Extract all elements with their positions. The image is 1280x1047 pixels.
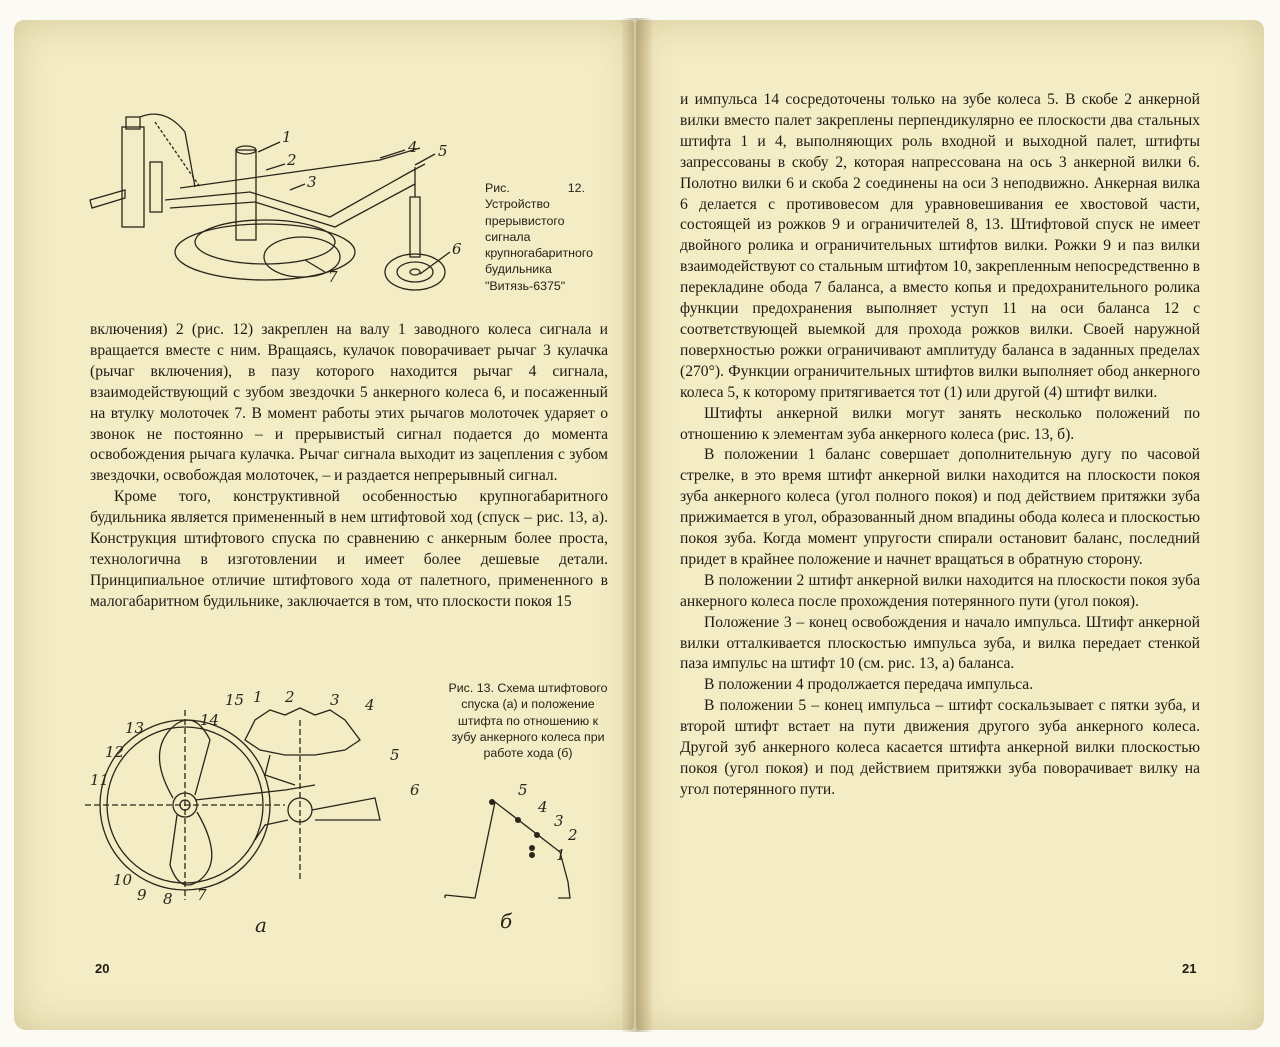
fig13a-callout-15: 15 (225, 691, 245, 709)
fig12-callout-4: 4 (408, 138, 418, 156)
fig13a-callout-12: 12 (105, 743, 125, 761)
fig12-callout-5: 5 (438, 142, 448, 160)
fig12-callout-6: 6 (452, 240, 462, 258)
fig13b-callout-2: 2 (568, 826, 578, 844)
figure-12-caption: Рис. 12. Устройство прерывистого сигнала крупногабаритного будильника "Витязь-6375" (485, 181, 594, 293)
fig13a-callout-3: 3 (330, 691, 340, 709)
fig12-callout-1: 1 (282, 128, 292, 146)
book-gutter (622, 18, 652, 1032)
figure-13-drawing (85, 680, 435, 940)
page-number-right: 21 (1182, 961, 1197, 976)
fig13a-callout-11: 11 (90, 771, 110, 789)
paragraph: В положении 2 штифт анкерной вилки находится на плоскости покоя зуба анкерного колеса после прохождения потерянного пути (угол покоя). (680, 571, 1200, 610)
figure-13-caption: Рис. 13. Схема штифтового спуска (а) и положение штифта по отношению к зубу анкерного колеса при работе хода (б) (448, 681, 608, 761)
fig13-label-a: а (255, 913, 267, 937)
fig12-callout-3: 3 (307, 173, 317, 191)
figure-13b-drawing (440, 780, 615, 950)
fig13a-callout-6: 6 (410, 781, 420, 799)
fig13b-callout-5: 5 (518, 781, 528, 799)
paragraph: Положение 3 – конец освобождения и начало импульса. Штифт анкерной вилки отталкивается плоскостью импульса зуба, и вилка передает стенкой паза импульс на штифт 10 (см. рис. 13, а) баланса. (680, 613, 1200, 673)
fig13a-callout-8: 8 (163, 890, 173, 908)
fig13a-callout-5: 5 (390, 746, 400, 764)
fig12-callout-7: 7 (328, 268, 338, 286)
paragraph: Кроме того, конструктивной особенностью крупногабаритного будильника является примененный в нем штифтовой ход (спуск – рис. 13, а). Конструкция штифтового спуска по сравнению с анкерным более проста, технологична в изготовлении и имеет более дешевые детали. Принципиальное отличие штифтового хода от палетного, примененного в малогабаритном будильнике, заключается в том, что плоскости покоя 15 (90, 488, 608, 610)
fig13b-callout-1: 1 (556, 846, 566, 864)
right-page-text (680, 90, 1200, 801)
fig13-label-b: б (500, 909, 513, 933)
fig13b-callout-4: 4 (538, 798, 548, 816)
paragraph: Штифты анкерной вилки могут занять несколько положений по отношению к элементам зуба анкерного колеса (рис. 13, б). (680, 404, 1200, 443)
fig13a-callout-14: 14 (200, 711, 220, 729)
fig13a-callout-7: 7 (197, 886, 207, 904)
fig13a-callout-1: 1 (253, 688, 263, 706)
paragraph: включения) 2 (рис. 12) закреплен на валу 1 заводного колеса сигнала и вращается вместе с ним. Вращаясь, кулачок поворачивает рычаг 3 кулачка (рычаг включения), в пазу которого находится рычаг 4 сигнала, взаимодействующий с зубом звездочки 5 анкерного колеса 6, и посаженный на втулку молоточек 7. В момент работы этих рычагов молоточек ударяет о звонок не постоянно – и прерывистый сигнал подается до момента освобождения рычага кулачка. Рычаг сигнала выходит из зацепления с зубом звездочки, освобождая молоточек, – и раздается непрерывный сигнал. (90, 321, 608, 485)
fig13a-callout-10: 10 (113, 871, 133, 889)
paragraph: В положении 4 продолжается передача импульса. (704, 676, 1034, 694)
fig13a-callout-4: 4 (365, 696, 375, 714)
page-number-left: 20 (95, 961, 110, 976)
fig13a-callout-9: 9 (137, 886, 147, 904)
fig12-callout-2: 2 (287, 151, 297, 169)
paragraph: и импульса 14 сосредоточены только на зубе колеса 5. В скобе 2 анкерной вилки вместо палет закреплены перпендикулярно ее плоскости два стальных штифта 1 и 4, выполняющих роль входной и выходной палет, штифты запрессованы в скобу 2, которая напрессована на ось 3 анкерной вилки 6. Полотно вилки 6 и скоба 2 соединены на оси 3 неподвижно. Анкерная вилка 6 делается с противовесом для уравновешивания ее хвостовой части, состоящей из рожков 9 и ограничителей 8, 13. Штифтовой спуск не имеет двойного ролика и ограничительных штифтов вилки. Рожки 9 и паз вилки взаимодействуют со стальным штифтом 10, закрепленным непосредственно в перекладине обода 7 баланса, а вместо копья и предохранительного ролика функции предохранения выполняет уступ 11 на оси баланса 12 с соответствующей выемкой для прохода рожков вилки. Своей наружной поверхностью рожки ограничивают амплитуду баланса в заданных пределах (270°). Функции ограничительных штифтов вилки выполняет обод анкерного колеса 5, к которому притягивается тот (1) или другой (4) штифт вилки. (680, 91, 1200, 401)
paragraph: В положении 5 – конец импульса – штифт соскальзывает с пятки зуба, и второй штифт встает на пути движения другого зуба анкерного колеса. Другой зуб анкерного колеса касается штифта анкерной вилки плоскостью покоя (угол покоя) и под действием притяжки зуба поворачивает вилку на угол потерянного пути. (680, 697, 1200, 798)
left-page-text (90, 320, 608, 613)
fig13b-callout-3: 3 (554, 812, 564, 830)
paragraph: В положении 1 баланс совершает дополнительную дугу по часовой стрелке, в это время штифт анкерной вилки находится на плоскости покоя зуба анкерного колеса (угол полного покоя) и под действием притяжки зуба прижимается в угол, образованный дном впадины обода колеса и плоскостью покоя зуба. Когда момент упругости спирали остановит баланс, последний придет в крайнее положение и начнет вращаться в обратную сторону. (680, 446, 1200, 568)
fig13a-callout-13: 13 (125, 719, 145, 737)
fig13a-callout-2: 2 (285, 688, 295, 706)
figure-12-drawing (80, 92, 480, 314)
